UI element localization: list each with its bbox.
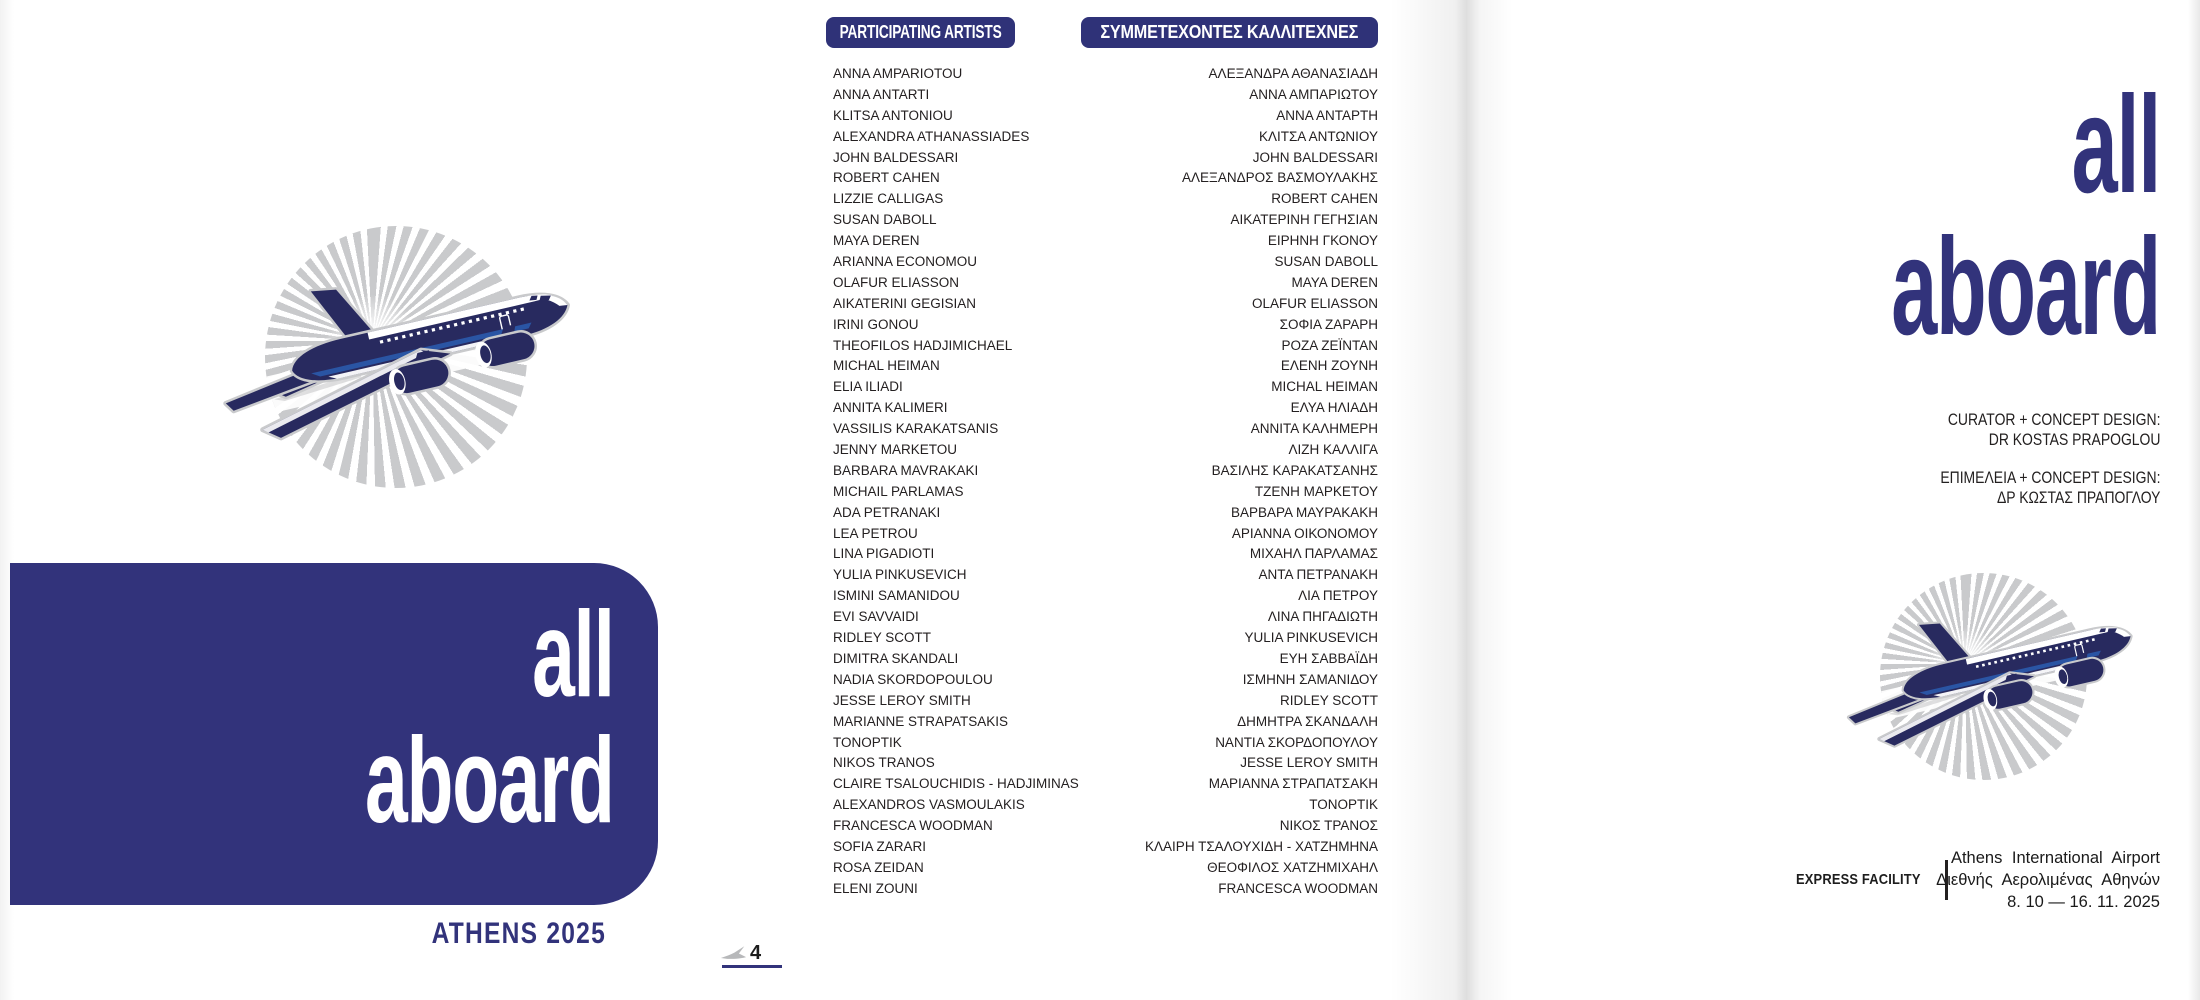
page-number-rule: [722, 965, 782, 968]
list-item: ΑΛΕΞΑΝΔΡΟΣ ΒΑΣΜΟΥΛΑΚΗΣ: [1182, 170, 1378, 186]
list-item: ΝΙΚΟΣ ΤΡΑΝΟΣ: [1279, 818, 1378, 834]
list-item: ΕΥΗ ΣΑΒΒΑΪΔΗ: [1279, 650, 1378, 666]
list-item: SOFIA ZARARI: [833, 838, 927, 854]
list-item: THEOFILOS HADJIMICHAEL: [833, 337, 1013, 353]
list-item: ΚΛΑΙΡΗ ΤΣΑΛΟΥΧΙΔΗ - ΧΑΤΖΗΜΗΝΑ: [1145, 838, 1378, 854]
list-item: ΤΖΕΝΗ ΜΑΡΚΕΤΟΥ: [1254, 483, 1378, 499]
list-item: MICHAIL PARLAMAS: [833, 483, 964, 499]
list-item: ΙΣΜΗΝΗ ΣΑΜΑΝΙΔΟΥ: [1242, 671, 1378, 687]
list-item: ΑΛΕΞΑΝΔΡΑ ΑΘΑΝΑΣΙΑΔΗ: [1208, 66, 1378, 81]
list-item: JOHN BALDESSARI: [833, 149, 959, 165]
list-item: MARIANNE STRAPATSAKIS: [833, 713, 1009, 729]
list-item: ALEXANDROS VASMOULAKIS: [833, 797, 1025, 813]
list-item: NIKOS TRANOS: [833, 755, 935, 771]
list-item: OLAFUR ELIASSON: [833, 274, 960, 290]
list-item: MAYA DEREN: [1291, 274, 1378, 290]
list-item: ANNA ANTARTI: [833, 86, 930, 102]
list-item: YULIA PINKUSEVICH: [1244, 630, 1378, 646]
list-item: CLAIRE TSALOUCHIDIS - HADJIMINAS: [833, 776, 1079, 792]
list-item: ΒΑΡΒΑΡΑ ΜΑΥΡΑΚΑΚΗ: [1230, 504, 1378, 520]
list-item: ROSA ZEIDAN: [833, 859, 924, 875]
curator-label-en: CURATOR + CONCEPT DESIGN:: [1947, 410, 2160, 429]
list-item: ΛΙΖΗ ΚΑΛΛΙΓΑ: [1288, 442, 1378, 458]
list-item: ΑΝΝΑ ΑΜΠΑΡΙΩΤΟΥ: [1249, 86, 1378, 102]
list-item: BARBARA MAVRAKAKI: [833, 462, 979, 478]
list-item: ΑΝΤΑ ΠΕΤΡΑΝΑΚΗ: [1258, 567, 1378, 583]
list-item: MAYA DEREN: [833, 233, 920, 249]
cover-title-line2: aboard: [365, 712, 614, 848]
exhibition-dates: 8. 10 — 16. 11. 2025: [2007, 893, 2160, 911]
curator-label-gr: ΕΠΙΜΕΛΕΙΑ + CONCEPT DESIGN:: [1939, 468, 2160, 487]
list-item: FRANCESCA WOODMAN: [1218, 880, 1378, 896]
list-item: YULIA PINKUSEVICH: [833, 567, 967, 583]
list-item: ΕΙΡΗΝΗ ΓΚΟΝΟΥ: [1267, 233, 1378, 249]
list-item: ΝΑΝΤΙΑ ΣΚΟΡΔΟΠΟΥΛΟΥ: [1215, 734, 1378, 750]
list-item: JESSE LEROY SMITH: [833, 692, 971, 708]
artist-list-greek: [1048, 64, 1378, 900]
list-item: JESSE LEROY SMITH: [1240, 755, 1378, 771]
list-item: ΕΛΕΝΗ ΖΟΥΝΗ: [1280, 358, 1378, 374]
header-symmetechontes-kallitechnes: [1081, 17, 1378, 48]
header-label: PARTICIPATING ARTISTS: [839, 22, 1002, 42]
venue-name-en: Athens International Airport: [1950, 849, 2160, 867]
list-item: ΑΙΚΑΤΕΡΙΝΗ ΓΕΓΗΣΙΑΝ: [1230, 212, 1378, 228]
list-item: ELIA ILIADI: [833, 379, 903, 395]
airplane-icon: [1830, 571, 2160, 787]
edition-subtitle: ATHENS 2025: [431, 917, 606, 950]
list-item: DIMITRA SKANDALI: [833, 650, 959, 666]
list-item: ΒΑΣΙΛΗΣ ΚΑΡΑΚΑΤΣΑΝΗΣ: [1211, 462, 1378, 478]
list-item: ΚΛΙΤΣΑ ΑΝΤΩΝΙΟΥ: [1258, 128, 1378, 144]
list-item: ΑΝΝΙΤΑ ΚΑΛΗΜΕΡΗ: [1250, 421, 1378, 437]
list-item: ANNITA KALIMERI: [833, 400, 948, 416]
list-item: ΣΟΦΙΑ ΖΑΡΑΡΗ: [1279, 316, 1378, 332]
curator-name-en: DR KOSTAS PRAPOGLOU: [1988, 430, 2160, 449]
list-item: LEA PETROU: [833, 525, 918, 541]
list-item: JENNY MARKETOU: [833, 442, 958, 458]
curator-credits: [1940, 410, 2160, 526]
list-item: ANNA AMPARIOTOU: [833, 66, 963, 81]
list-item: IRINI GONOU: [833, 316, 919, 332]
exhibition-title: [1891, 68, 2160, 364]
list-item: ΕΛΥΑ ΗΛΙΑΔΗ: [1290, 400, 1378, 416]
list-item: TONOPTIK: [1309, 797, 1378, 813]
list-item: VASSILIS KARAKATSANIS: [833, 421, 999, 437]
list-item: OLAFUR ELIASSON: [1251, 295, 1378, 311]
list-item: ΑΝΝΑ ΑΝΤΑΡΤΗ: [1276, 107, 1378, 123]
list-item: JOHN BALDESSARI: [1252, 149, 1378, 165]
list-item: ARIANNA ECONOMOU: [833, 254, 978, 270]
list-item: ELENI ZOUNI: [833, 880, 918, 896]
list-item: ROBERT CAHEN: [833, 170, 940, 186]
list-item: FRANCESCA WOODMAN: [833, 818, 993, 834]
list-item: SUSAN DABOLL: [1274, 254, 1378, 270]
list-item: AIKATERINI GEGISIAN: [833, 295, 977, 311]
airplane-logo: [203, 226, 603, 488]
list-item: ADA PETRANAKI: [833, 504, 941, 520]
plane-takeoff-icon: [720, 945, 747, 962]
venue-label: EXPRESS FACILITY: [1796, 871, 1921, 888]
list-item: RIDLEY SCOTT: [833, 630, 932, 646]
list-item: ALEXANDRA ATHANASSIADES: [833, 128, 1030, 144]
list-item: ROBERT CAHEN: [1271, 191, 1378, 207]
list-item: ΘΕΟΦΙΛΟΣ ΧΑΤΖΗΜΙΧΑΗΛ: [1207, 859, 1378, 875]
list-item: ΑΡΙΑΝΝΑ ΟΙΚΟΝΟΜΟΥ: [1231, 525, 1378, 541]
list-item: ΛΙΝΑ ΠΗΓΑΔΙΩΤΗ: [1267, 609, 1378, 625]
airplane-icon: [203, 226, 603, 488]
cover-title: [365, 586, 614, 848]
list-item: TONOPTIK: [833, 734, 902, 750]
page-gutter: [1390, 0, 1560, 1000]
page-marker: [718, 942, 788, 970]
title-block: [10, 563, 658, 905]
page-number: 4: [750, 942, 762, 964]
list-item: ISMINI SAMANIDOU: [833, 588, 960, 604]
list-item: SUSAN DABOLL: [833, 212, 937, 228]
list-item: LIZZIE CALLIGAS: [833, 191, 944, 207]
list-item: ΜΙΧΑΗΛ ΠΑΡΛΑΜΑΣ: [1249, 546, 1378, 562]
list-item: EVI SAVVAIDI: [833, 609, 919, 625]
list-item: LINA PIGADIOTI: [833, 546, 935, 562]
list-item: ΛΙΑ ΠΕΤΡΟΥ: [1298, 588, 1378, 604]
list-item: NADIA SKORDOPOULOU: [833, 671, 993, 687]
venue-name-gr: Διεθνής Αερολιμένας Αθηνών: [1936, 871, 2160, 889]
right-page-edge: [2188, 0, 2200, 1000]
airplane-logo: [1830, 571, 2160, 787]
list-item: MICHAL HEIMAN: [833, 358, 940, 374]
list-item: MICHAL HEIMAN: [1271, 379, 1378, 395]
curator-name-gr: ΔΡ ΚΩΣΤΑΣ ΠΡΑΠΟΓΛΟΥ: [1996, 488, 2160, 507]
exhibition-title-line1: all: [2071, 68, 2160, 222]
header-participating-artists: [826, 17, 1015, 48]
list-item: RIDLEY SCOTT: [1279, 692, 1378, 708]
list-item: KLITSA ANTONIOU: [833, 107, 953, 123]
list-item: ΜΑΡΙΑΝΝΑ ΣΤΡΑΠΑΤΣΑΚΗ: [1208, 776, 1378, 792]
exhibition-title-line2: aboard: [1891, 210, 2160, 364]
venue-block: [1790, 845, 2162, 935]
header-label: ΣΥΜΜΕΤΕΧΟΝΤΕΣ ΚΑΛΛΙΤΕΧΝΕΣ: [1100, 22, 1359, 42]
list-item: ΔΗΜΗΤΡΑ ΣΚΑΝΔΑΛΗ: [1237, 713, 1378, 729]
cover-title-line1: all: [532, 586, 614, 722]
list-item: ΡΟΖΑ ΖΕΪΝΤΑΝ: [1281, 337, 1378, 353]
